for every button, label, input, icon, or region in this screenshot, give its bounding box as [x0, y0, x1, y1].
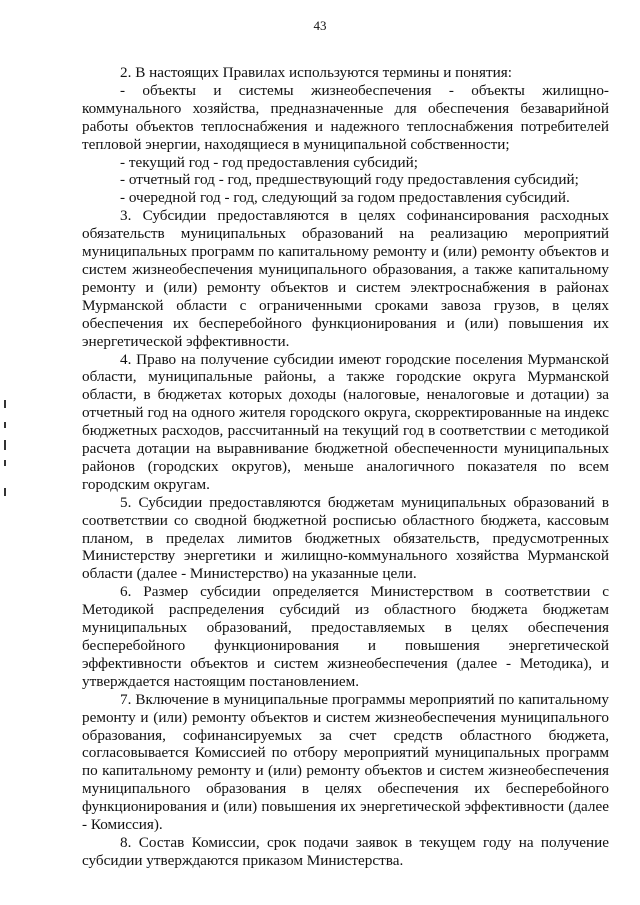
document-body	[82, 64, 609, 870]
paragraph-2: 2. В настоящих Правилах используются термины и понятия:	[120, 64, 512, 81]
paragraph-4: 4. Право на получение субсидии имеют городские поселения Мурманской области, муниципальные районы, а также городские округа Мурманской области, в бюджетах которых доходы (налоговые, неналоговые и дотации) за отчетный год на одного жителя городского округа, скорректированные на индекс бюджетных расходов, рассчитанный на текущий год в соответствии с методикой расчета дотации на выравнивание бюджетной обеспеченности муниципальных районов (городских округов), меньше аналогичного показателя по всем городским округам.	[82, 350, 609, 493]
definition-current-year: - текущий год - год предоставления субсидий;	[120, 153, 418, 171]
margin-scan-marks	[0, 400, 14, 510]
paragraph-3: 3. Субсидии предоставляются в целях софинансирования расходных обязательств муниципальных образований на реализацию мероприятий муниципальных программ по капитальному ремонту и (или) ремонту объектов и систем жизнеобеспечения муниципального образования, а также капитальному ремонту и (или) ремонту объектов и систем электроснабжения в районах Мурманской области с ограниченными сроками завоза грузов, в целях обеспечения их бесперебойного функционирования и (или) повышения их энергетической эффективности.	[82, 207, 609, 350]
page-number: 43	[313, 18, 327, 33]
definition-reporting-year: - отчетный год - год, предшествующий году предоставления субсидий;	[120, 171, 579, 189]
definition-next-year: - очередной год - год, следующий за годом предоставления субсидий.	[120, 189, 570, 207]
paragraph-6: 6. Размер субсидии определяется Министерством в соответствии с Методикой распределения субсидий из областного бюджета бюджетам муниципальных образований, предоставляемых в целях обеспечения бесперебойного функционирования и повышения энергетической эффективности объектов и систем жизнеобеспечения (далее - Методика), и утверждается настоящим постановлением.	[82, 583, 609, 690]
paragraph-8: 8. Состав Комиссии, срок подачи заявок в текущем году на получение субсидии утверждаются приказом Министерства.	[82, 833, 609, 869]
paragraph-5: 5. Субсидии предоставляются бюджетам муниципальных образований в соответствии со сводной бюджетной росписью областного бюджета, кассовым планом, в пределах лимитов бюджетных обязательств, предусмотренных Министерству энергетики и жилищно-коммунального хозяйства Мурманской области (далее - Министерство) на указанные цели.	[82, 493, 609, 583]
paragraph-7: 7. Включение в муниципальные программы мероприятий по капитальному ремонту и (или) ремонту объектов и систем жизнеобеспечения муниципального образования, софинансируемых за счет средств областного бюджета, согласовывается Комиссией по отбору мероприятий муниципальных программ по капитальному ремонту и (или) ремонту объектов и систем жизнеобеспечения муниципального образования в целях обеспечения их бесперебойного функционирования и (или) повышения их энергетической эффективности (далее - Комиссия).	[82, 690, 609, 834]
definition-objects: - объекты и системы жизнеобеспечения - объекты жилищно-коммунального хозяйства, предназначенные для обеспечения безаварийной работы объектов теплоснабжения и надежного теплоснабжения потребителей тепловой энергии, находящиеся в муниципальной собственности;	[82, 81, 609, 153]
